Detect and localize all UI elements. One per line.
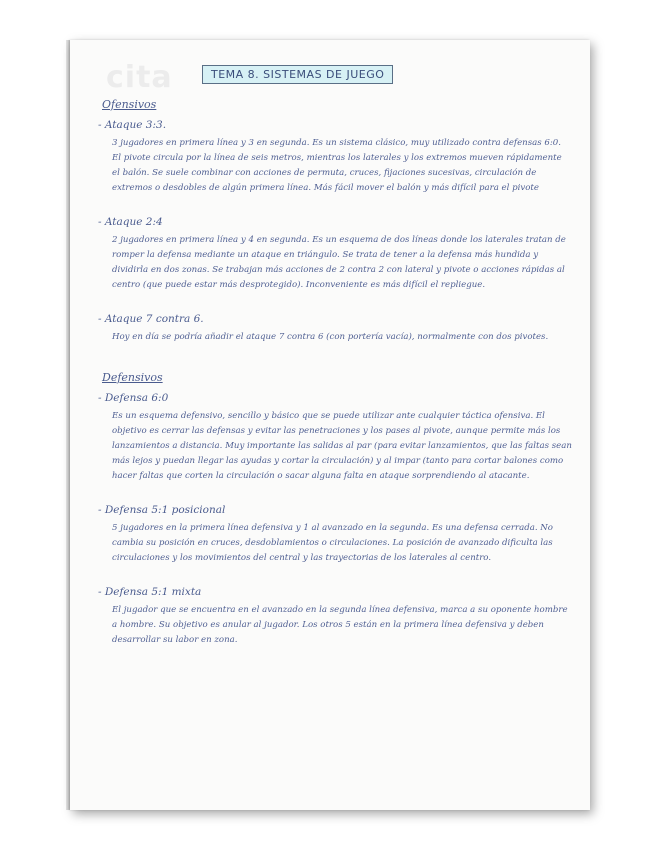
item-title: - Defensa 6:0: [98, 392, 169, 404]
item-title: - Defensa 5:1 mixta: [98, 586, 202, 598]
item-text: El jugador que se encuentra en el avanzado en la segunda línea defensiva, marca a su oponente hombre a hombre. Su objetivo es anular al jugador. Los otros 5 están en la primera línea defensiva y deben desarrollar su labor en zona.: [112, 605, 568, 645]
page-title: TEMA 8. SISTEMAS DE JUEGO: [202, 65, 393, 84]
section-heading: Ofensivos: [102, 98, 157, 111]
list-item: [96, 504, 572, 566]
item-title: - Ataque 3:3.: [98, 119, 167, 131]
list-item: [96, 392, 572, 484]
item-title: - Ataque 7 contra 6.: [98, 313, 204, 325]
list-item: [96, 313, 572, 345]
item-text: Hoy en día se podría añadir el ataque 7 contra 6 (con portería vacía), normalmente con dos pivotes.: [112, 332, 549, 342]
item-text: 2 jugadores en primera línea y 4 en segunda. Es un esquema de dos líneas donde los laterales tratan de romper la defensa mediante un ataque en triángulo. Se trata de tener a la defensa más hundida y dividirla en dos zonas. Se trabajan más acciones de 2 contra 2 con lateral y pivote o acciones rápidas al centro (que puede estar más desprotegido). Inconveniente es más difícil el repliegue.: [112, 235, 566, 290]
list-item: [96, 586, 572, 648]
item-title: - Defensa 5:1 posicional: [98, 504, 226, 516]
item-text: 3 jugadores en primera línea y 3 en segunda. Es un sistema clásico, muy utilizado contra defensas 6:0. El pivote circula por la línea de seis metros, mientras los laterales y los extremos mueven rápidamente el balón. Se suele combinar con acciones de permuta, cruces, fijaciones sucesivas, circulación de extremos o desdobles de algún primera línea. Más fácil mover el balón y más difícil para el pivote: [112, 138, 562, 193]
section-heading: Defensivos: [102, 371, 163, 384]
list-item: [96, 119, 572, 196]
item-text: Es un esquema defensivo, sencillo y básico que se puede utilizar ante cualquier táctica ofensiva. El objetivo es cerrar las defensas y evitar las penetraciones y los pases al pivote, aunque permite más los lanzamientos a distancia. Muy importante las salidas al par (para evitar lanzamientos, que las faltas sean más lejos y puedan llegar las ayudas y cortar la circulación) y al impar (tanto para cortar balones como hacer faltas que corten la circulación o sacar alguna falta en ataque sorprendiendo al atacante.: [112, 411, 572, 481]
list-item: [96, 216, 572, 293]
section-ofensivos: [96, 98, 572, 345]
item-text: 5 jugadores en la primera línea defensiva y 1 al avanzado en la segunda. Es una defensa cerrada. No cambia su posición en cruces, desdoblamientos o circulaciones. La posición de avanzado dificulta las circulaciones y los movimientos del central y las trayectorias de los laterales al centro.: [112, 523, 553, 563]
notebook-page: [70, 40, 590, 810]
section-defensivos: [96, 371, 572, 648]
watermark-logo: cita: [106, 60, 173, 95]
page-content: [96, 98, 572, 668]
item-title: - Ataque 2:4: [98, 216, 163, 228]
